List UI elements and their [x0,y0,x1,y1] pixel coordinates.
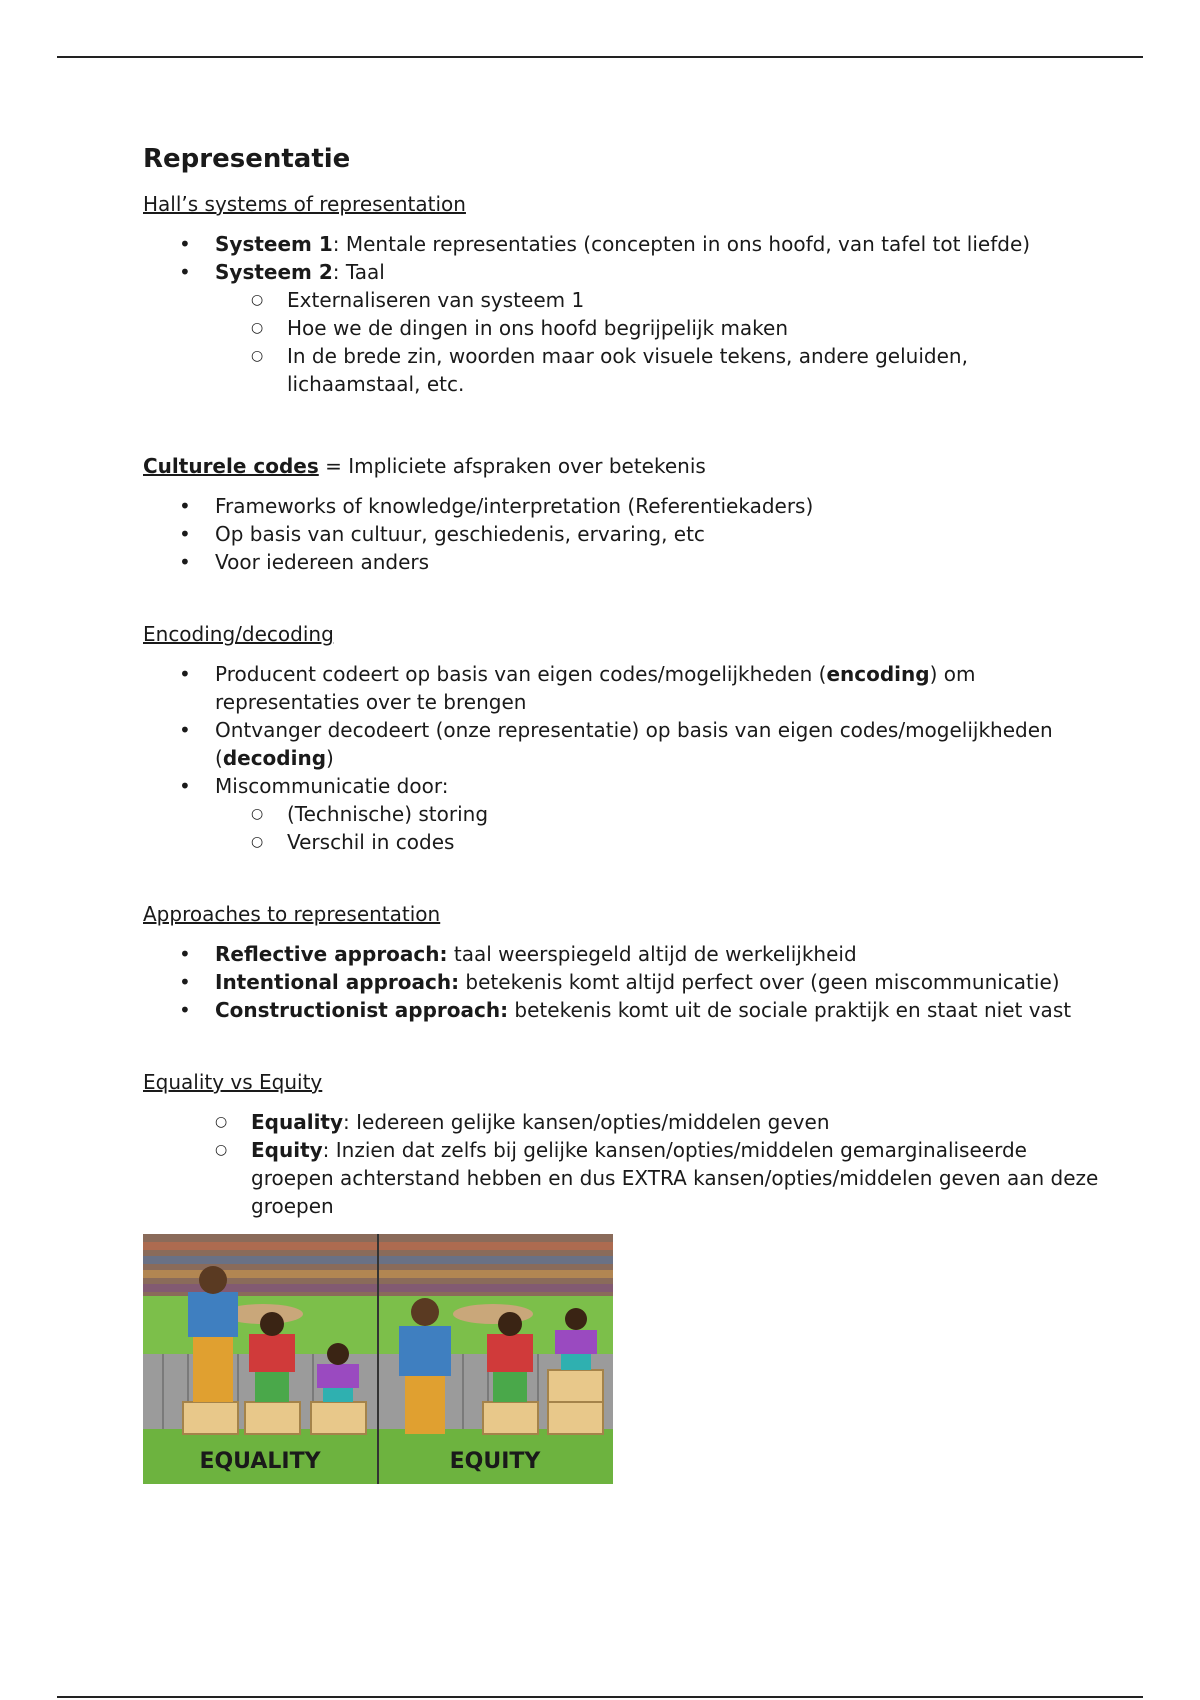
list-item: • Miscommunicatie door: ○ (Technische) storing ○ Verschil in codes [143,772,1103,856]
section-heading-codes: Culturele codes = Impliciete afspraken over betekenis [143,454,706,478]
equality-list [143,1108,1103,1220]
section-heading-hall: Hall’s systems of representation [143,192,466,216]
section-heading-equality: Equality vs Equity [143,1070,323,1094]
section-heading-encoding: Encoding/decoding [143,622,334,646]
list-item: • Op basis van cultuur, geschiedenis, ervaring, etc [143,520,1103,548]
sub-list-item: ○ Hoe we de dingen in ons hoofd begrijpelijk maken [215,314,1103,342]
codes-list [143,492,1103,576]
list-item: • Ontvanger decodeert (onze representatie) op basis van eigen codes/mogelijkheden (decoding) [143,716,1103,772]
sub-list-item: ○ Verschil in codes [215,828,1103,856]
document-body [143,142,1103,1484]
list-item: • Systeem 2: Taal ○ Externaliseren van systeem 1 ○ Hoe we de dingen in ons hoofd begrijpelijk maken ○ In de brede zin, woorden maar ook visuele tekens, andere geluiden, lichaamstaal, etc. [143,258,1103,398]
sub-list-item: ○ (Technische) storing [215,800,1103,828]
list-item: • Intentional approach: betekenis komt altijd perfect over (geen miscommunicatie) [143,968,1103,996]
hall-list [143,230,1103,398]
equity-scene [399,1298,603,1434]
list-item: • Reflective approach: taal weerspiegeld altijd de werkelijkheid [143,940,1103,968]
sub-list-item: ○ Externaliseren van systeem 1 [215,286,1103,314]
hall-sublist [215,286,1103,398]
list-item: • Constructionist approach: betekenis komt uit de sociale praktijk en staat niet vast [143,996,1103,1024]
list-item: ○ Equity: Inzien dat zelfs bij gelijke kansen/opties/middelen gemarginaliseerde groepen achterstand hebben en dus EXTRA kansen/opties/middelen geven aan deze groepen [143,1136,1103,1220]
equality-equity-illustration [143,1234,613,1484]
encoding-list [143,660,1103,856]
page-title: Representatie [143,144,351,174]
header-rule [57,56,1143,58]
equity-label: EQUITY [449,1449,541,1474]
list-item: ○ Equality: Iedereen gelijke kansen/opties/middelen geven [143,1108,1103,1136]
list-item: • Systeem 1: Mentale representaties (concepten in ons hoofd, van tafel tot liefde) [143,230,1103,258]
list-item: • Voor iedereen anders [143,548,1103,576]
list-item: • Frameworks of knowledge/interpretation (Referentiekaders) [143,492,1103,520]
illustration-svg [143,1234,613,1484]
encoding-sublist [215,800,1103,856]
footer-rule [57,1696,1143,1698]
list-item: • Producent codeert op basis van eigen codes/mogelijkheden (encoding) om representaties over te brengen [143,660,1103,716]
approaches-list [143,940,1103,1024]
sub-list-item: ○ In de brede zin, woorden maar ook visuele tekens, andere geluiden, lichaamstaal, etc. [215,342,1103,398]
equality-label: EQUALITY [199,1449,321,1474]
section-heading-approaches: Approaches to representation [143,902,441,926]
